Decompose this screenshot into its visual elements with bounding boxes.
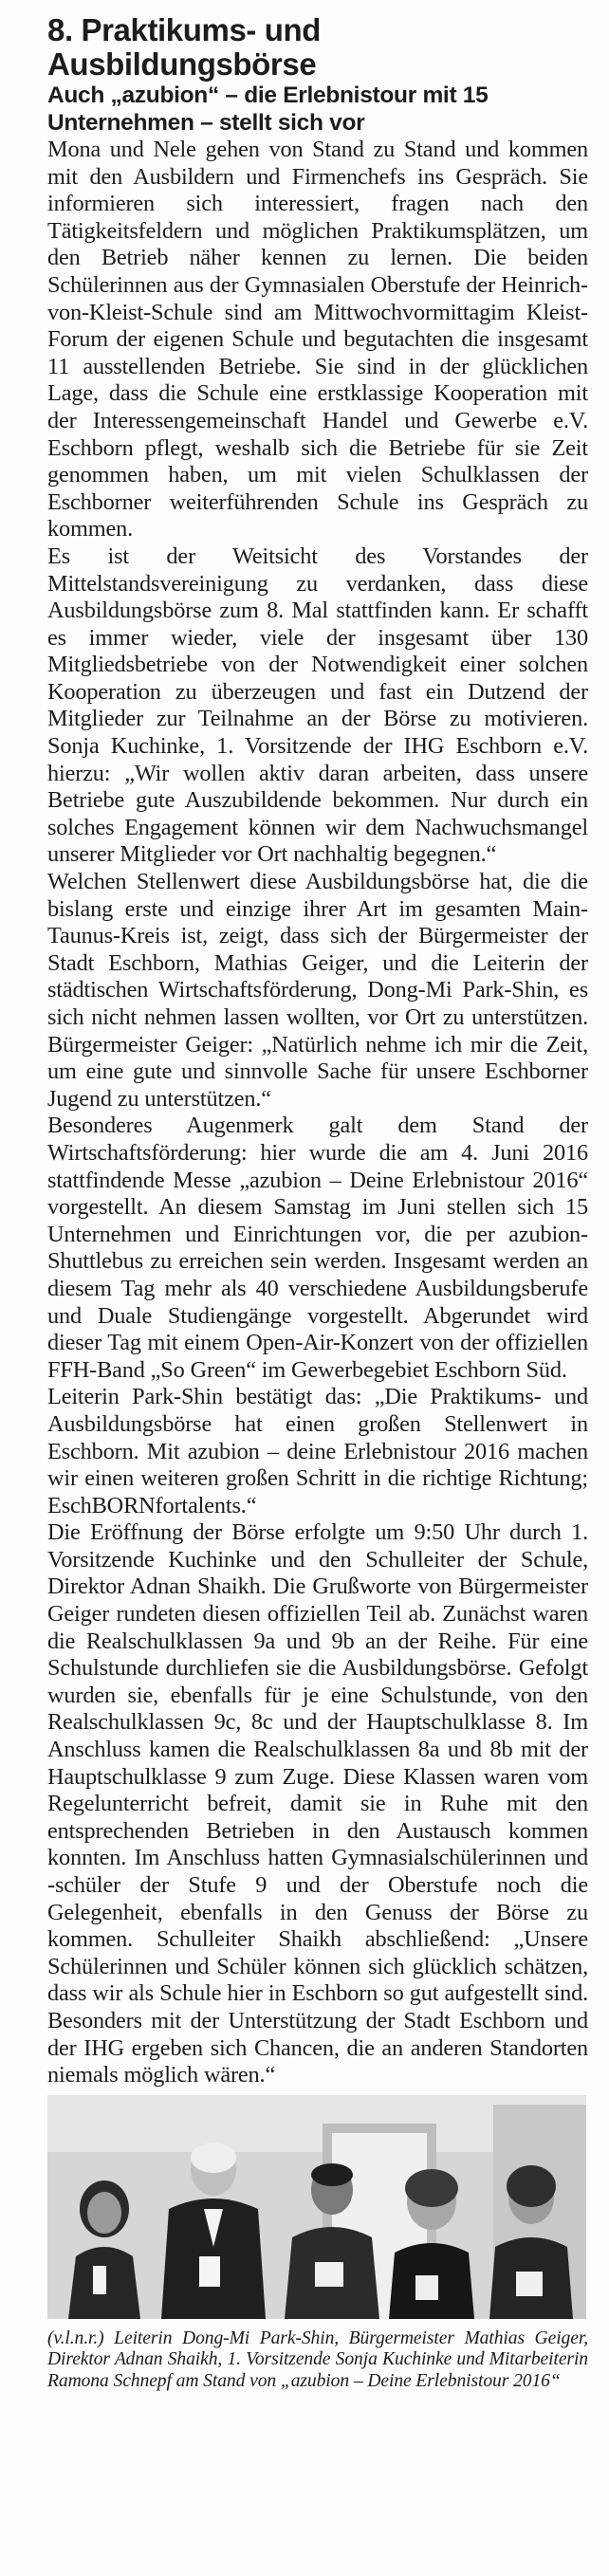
article-body (47, 137, 588, 2089)
paragraph-2: Es ist der Weitsicht des Vorstandes der Mittelstandsvereinigung zu verdanken, dass diese Ausbildungsbörse zum 8. Mal stattfinden kann. Er schafft es immer wieder, viele der insgesamt über 130 Mitgliedsbetriebe von der Notwendigkeit einer solchen Kooperation zu überzeugen und fast ein Dutzend der Mitglieder zur Teilnahme an der Börse zu motivieren. Sonja Kuchinke, 1. Vorsitzende der IHG Eschborn e.V. hierzu: „Wir wollen aktiv daran arbeiten, dass unsere Betriebe gute Auszubildende bekommen. Nur durch ein solches Engagement können wir dem Nachwuchsmangel unserer Mitglieder vor Ort nachhaltig begegnen.“ (47, 543, 588, 868)
group-photo (47, 2095, 586, 2319)
group-photo-illustration (47, 2095, 586, 2319)
paragraph-3: Welchen Stellenwert diese Ausbildungsbörse hat, die die bislang erste und einzige ihrer Art im gesamten Main-Taunus-Kreis ist, zeigt, dass sich der Bürgermeister der Stadt Eschborn, Mathias Geiger, und die Leiterin der städtischen Wirtschaftsförderung, Dong-Mi Park-Shin, es sich nicht nehmen lassen wollten, vor Ort zu unterstützen. Bürgermeister Geiger: „Natürlich nehme ich mir die Zeit, um eine gute und sinnvolle Sache für unsere Eschborner Jugend zu unterstützen.“ (47, 869, 588, 1112)
paragraph-4: Besonderes Augenmerk galt dem Stand der Wirtschaftsförderung: hier wurde die am 4. Juni 2016 stattfindende Messe „azubion – Deine Erlebnistour 2016“ vorgestellt. An diesem Samstag im Juni stellen sich 15 Unternehmen und Einrichtungen vor, die per azubion-Shuttlebus zu erreichen sein werden. Insgesamt werden an diesem Tag mehr als 40 verschiedene Ausbildungsberufe und Duale Studiengänge vorgestellt. Abgerundet wird dieser Tag mit einem Open-Air-Konzert von der offiziellen FFH-Band „So Green“ im Gewerbegebiet Eschborn Süd. (47, 1113, 588, 1383)
article-headline: 8. Praktikums- und Ausbildungsbörse (47, 12, 322, 82)
paragraph-6: Die Eröffnung der Börse erfolgte um 9:50 Uhr durch 1. Vorsitzende Kuchinke und den Schulleiter der Schule, Direktor Adnan Shaikh. Die Grußworte von Bürgermeister Geiger rundeten diesen offiziellen Teil ab. Zunächst waren die Realschulklassen 9a und 9b an der Reihe. Für eine Schulstunde durchliefen sie die Ausbildungsbörse. Gefolgt wurden sie, ebenfalls für je eine Schulstunde, von den Realschulklassen 9c, 8c und der Hauptschulklasse 8. Im Anschluss kamen die Realschulklassen 8a und 8b mit der Hauptschulklasse 9 zum Zuge. Diese Klassen waren vom Regelunterricht befreit, damit sie in Ruhe mit den entsprechenden Betrieben in den Austausch kommen konnten. Im Anschluss hatten Gymnasialschülerinnen und -schüler der Stufe 9 und der Oberstufe noch die Gelegenheit, ebenfalls in den Genuss der Börse zu kommen. Schulleiter Shaikh abschließend: „Unsere Schülerinnen und Schüler können sich glücklich schätzen, dass wir als Schule hier in Eschborn so gut aufgestellt sind. Besonders mit der Unterstützung der Stadt Eschborn und der IHG ergeben sich Chancen, die an anderen Standorten niemals möglich wären.“ (47, 1519, 588, 2088)
paragraph-5: Leiterin Park-Shin bestätigt das: „Die Praktikums- und Ausbildungsbörse hat einen großen Stellenwert in Eschborn. Mit azubion – deine Erlebnistour 2016 machen wir einen weiteren großen Schritt in die richtige Richtung; EschBORNfortalents.“ (47, 1384, 588, 1518)
article-subheadline: Auch „azubion“ – die Erlebnistour mit 15 Unternehmen – stellt sich vor (47, 83, 489, 136)
photo-caption: (v.l.n.r.) Leiterin Dong-Mi Park-Shin, Bürgermeister Mathias Geiger, Direktor Adnan Shaikh, 1. Vorsitzende Sonja Kuchinke und Mitarbeiterin Ramona Schnepf am Stand von „azubion – Deine Erlebnistour 2016“ (47, 2328, 588, 2391)
paragraph-1: Mona und Nele gehen von Stand zu Stand und kommen mit den Ausbildern und Firmenchefs ins Gespräch. Sie informieren sich interessiert, fragen nach den Tätigkeitsfeldern und möglichen Praktikumsplätzen, um den Betrieb näher kennen zu lernen. Die beiden Schülerinnen aus der Gymnasialen Oberstufe der Heinrich-von-Kleist-Schule sind am Mittwochvormittagim Kleist-Forum der eigenen Schule und begutachten die insgesamt 11 ausstellenden Betriebe. Sie sind in der glücklichen Lage, dass die Schule eine erstklassige Kooperation mit der Interessengemeinschaft Handel und Gewerbe e.V. Eschborn pflegt, weshalb sich die Betriebe für sie Zeit genommen haben, um mit vielen Schulklassen der Eschborner weiterführenden Schule ins Gespräch zu kommen. (47, 137, 588, 543)
